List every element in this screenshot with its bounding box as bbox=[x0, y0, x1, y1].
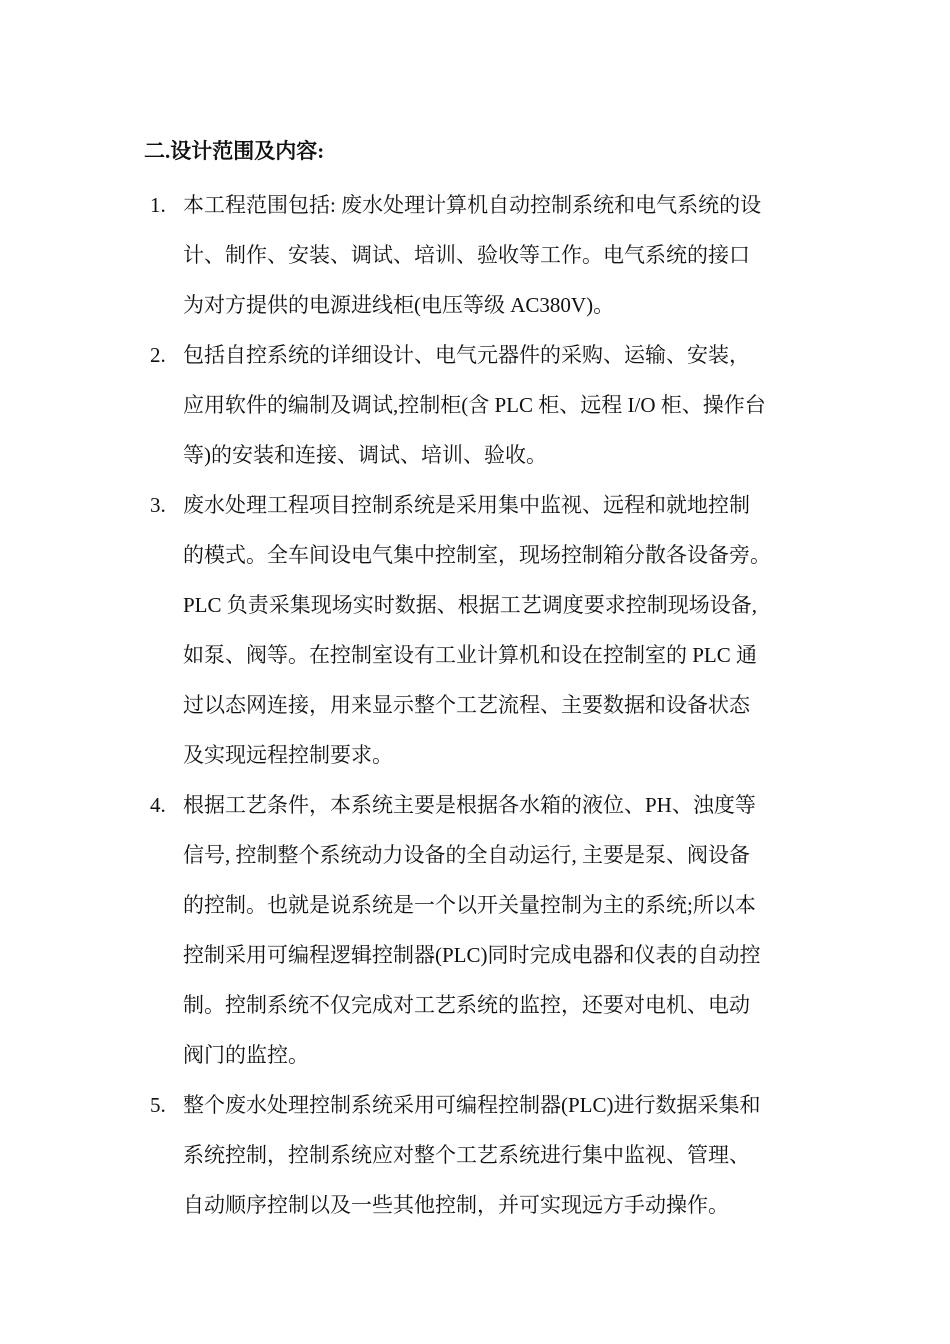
section-heading: 二.设计范围及内容: bbox=[144, 139, 325, 163]
list-item-number: 2. bbox=[150, 343, 166, 367]
list-item bbox=[150, 1080, 850, 1230]
text-line: 等)的安装和连接、调试、培训、验收。 bbox=[183, 443, 547, 467]
text-line: 控制采用可编程逻辑控制器(PLC)同时完成电器和仪表的自动控 bbox=[183, 943, 761, 967]
text-line: 自动顺序控制以及一些其他控制，并可实现远方手动操作。 bbox=[183, 1193, 729, 1217]
text-line: 废水处理工程项目控制系统是采用集中监视、远程和就地控制 bbox=[183, 493, 750, 517]
text-line: 包括自控系统的详细设计、电气元器件的采购、运输、安装， bbox=[183, 343, 750, 367]
text-line: 计、制作、安装、调试、培训、验收等工作。电气系统的接口 bbox=[183, 243, 750, 267]
list-item-number: 3. bbox=[150, 493, 166, 517]
text-line: 整个废水处理控制系统采用可编程控制器(PLC)进行数据采集和 bbox=[183, 1093, 761, 1117]
text-line: 的模式。全车间设电气集中控制室，现场控制箱分散各设备旁。 bbox=[183, 543, 771, 567]
list-item bbox=[150, 480, 850, 780]
list-item bbox=[150, 180, 850, 330]
text-line: 信号, 控制整个系统动力设备的全自动运行, 主要是泵、阀设备 bbox=[183, 843, 750, 867]
text-line: 的控制。也就是说系统是一个以开关量控制为主的系统;所以本 bbox=[183, 893, 756, 917]
scope-list bbox=[150, 180, 850, 1230]
text-line: 应用软件的编制及调试,控制柜(含 PLC 柜、远程 I/O 柜、操作台 bbox=[183, 393, 766, 417]
list-item-number: 5. bbox=[150, 1093, 166, 1117]
text-line: 本工程范围包括: 废水处理计算机自动控制系统和电气系统的设 bbox=[183, 193, 762, 217]
list-item-number: 1. bbox=[150, 193, 166, 217]
text-line: 根据工艺条件，本系统主要是根据各水箱的液位、PH、浊度等 bbox=[183, 793, 756, 817]
text-line: 为对方提供的电源进线柜(电压等级 AC380V)。 bbox=[183, 293, 615, 317]
text-line: 及实现远程控制要求。 bbox=[183, 743, 393, 767]
text-line: 系统控制，控制系统应对整个工艺系统进行集中监视、管理、 bbox=[183, 1143, 750, 1167]
text-line: 过以态网连接，用来显示整个工艺流程、主要数据和设备状态 bbox=[183, 693, 750, 717]
text-line: 制。控制系统不仅完成对工艺系统的监控，还要对电机、电动 bbox=[183, 993, 750, 1017]
list-item bbox=[150, 780, 850, 1080]
text-line: 阀门的监控。 bbox=[183, 1043, 309, 1067]
text-line: 如泵、阀等。在控制室设有工业计算机和设在控制室的 PLC 通 bbox=[183, 643, 758, 667]
list-item bbox=[150, 330, 850, 480]
list-item-number: 4. bbox=[150, 793, 166, 817]
text-line: PLC 负责采集现场实时数据、根据工艺调度要求控制现场设备, bbox=[183, 593, 758, 617]
